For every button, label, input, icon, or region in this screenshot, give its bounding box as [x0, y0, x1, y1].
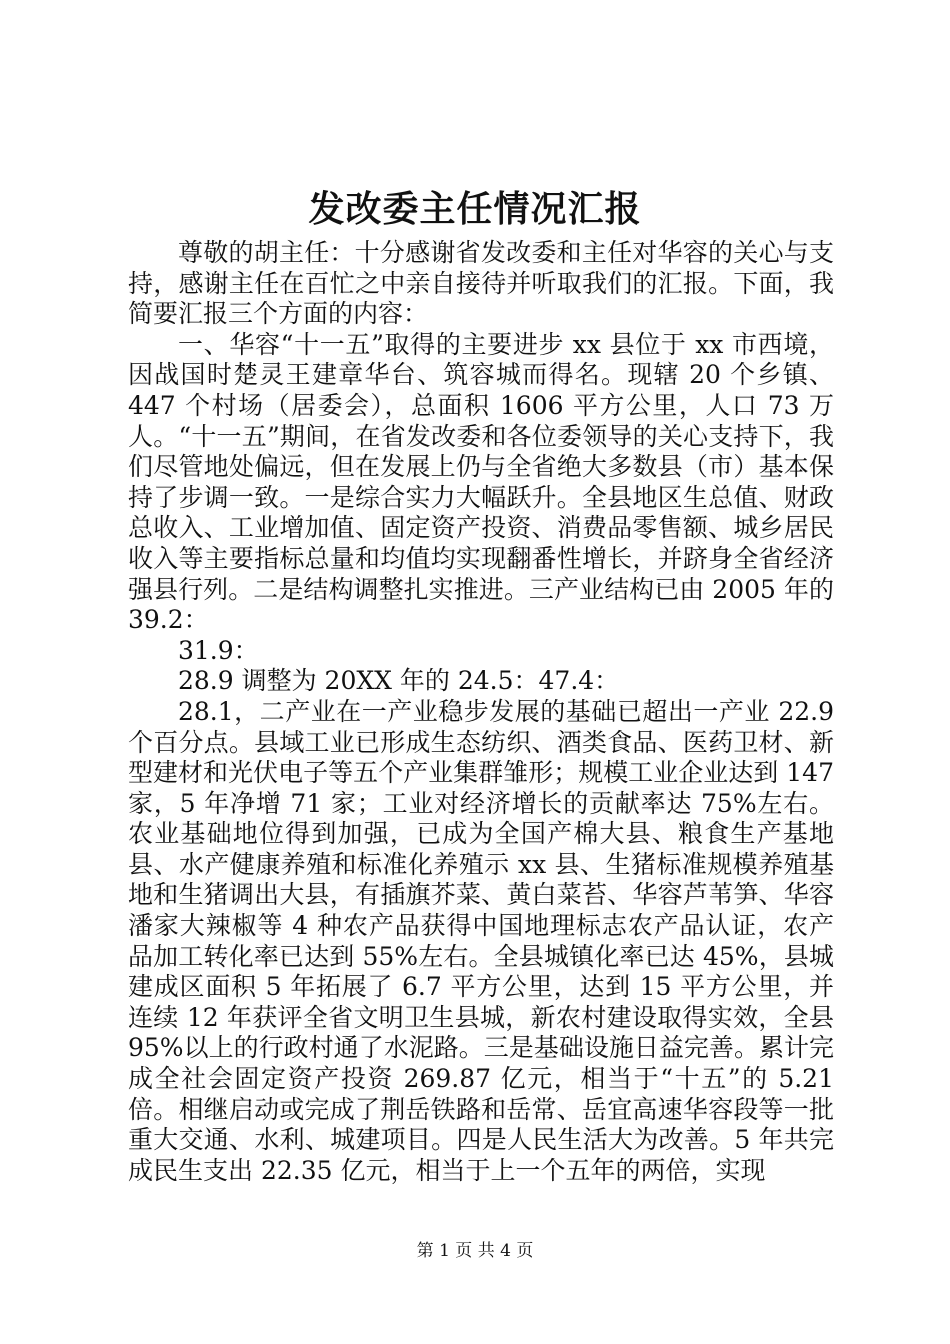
document-body [128, 238, 834, 1186]
paragraph-details: 28.1，二产业在一产业稳步发展的基础已超出一产业 22.9 个百分点。县域工业已形成生态纺织、酒类食品、医药卫材、新型建材和光伏电子等五个产业集群雏形；规模工业企业达到 147 家，5 年净增 71 家；工业对经济增长的贡献率达 75%左右。农业基础地位得到加强，已成为全国产棉大县、粮食生产基地县、水产健康养殖和标准化养殖示 xx 县、生猪标准规模养殖基地和生猪调出大县，有插旗芥菜、黄白菜苔、华容芦苇笋、华容潘家大辣椒等 4 种农产品获得中国地理标志农产品认证，农产品加工转化率已达到 55%左右。全县城镇化率已达 45%，县城建成区面积 5 年拓展了 6.7 平方公里，达到 15 平方公里，并连续 12 年获评全省文明卫生县城，新农村建设取得实效，全县 95%以上的行政村通了水泥路。三是基础设施日益完善。累计完成全社会固定资产投资 269.87 亿元，相当于“十五”的 5.21 倍。相继启动或完成了荆岳铁路和岳常、岳宜高速华容段等一批重大交通、水利、城建项目。四是人民生活大为改善。5 年共完成民生支出 22.35 亿元，相当于上一个五年的两倍，实现 [128, 696, 834, 1185]
paragraph-greeting: 尊敬的胡主任：十分感谢省发改委和主任对华容的关心与支持，感谢主任在百忙之中亲自接待并听取我们的汇报。下面，我简要汇报三个方面的内容： [128, 238, 834, 329]
paragraph-ratio-2: 28.9 调整为 20XX 年的 24.5：47.4： [178, 666, 620, 696]
paragraph-section-1: 一、华容“十一五”取得的主要进步 xx 县位于 xx 市西境，因战国时楚灵王建章华台、筑容城而得名。现辖 20 个乡镇、447 个村场（居委会），总面积 1606 平方公里，人口 73 万人。“十一五”期间，在省发改委和各位委领导的关心支持下，我们尽管地处偏远，但在发展上仍与全省绝大多数县（市）基本保持了步调一致。一是综合实力大幅跃升。全县地区生总值、财政总收入、工业增加值、固定资产投资、消费品零售额、城乡居民收入等主要指标总量和均值均实现翻番性增长，并跻身全省经济强县行列。二是结构调整扎实推进。三产业结构已由 2005 年的 39.2： [128, 329, 834, 635]
page-number: 第 1 页 共 4 页 [416, 1241, 534, 1261]
page-title: 发改委主任情况汇报 [308, 188, 642, 230]
paragraph-ratio-1: 31.9： [178, 635, 259, 665]
